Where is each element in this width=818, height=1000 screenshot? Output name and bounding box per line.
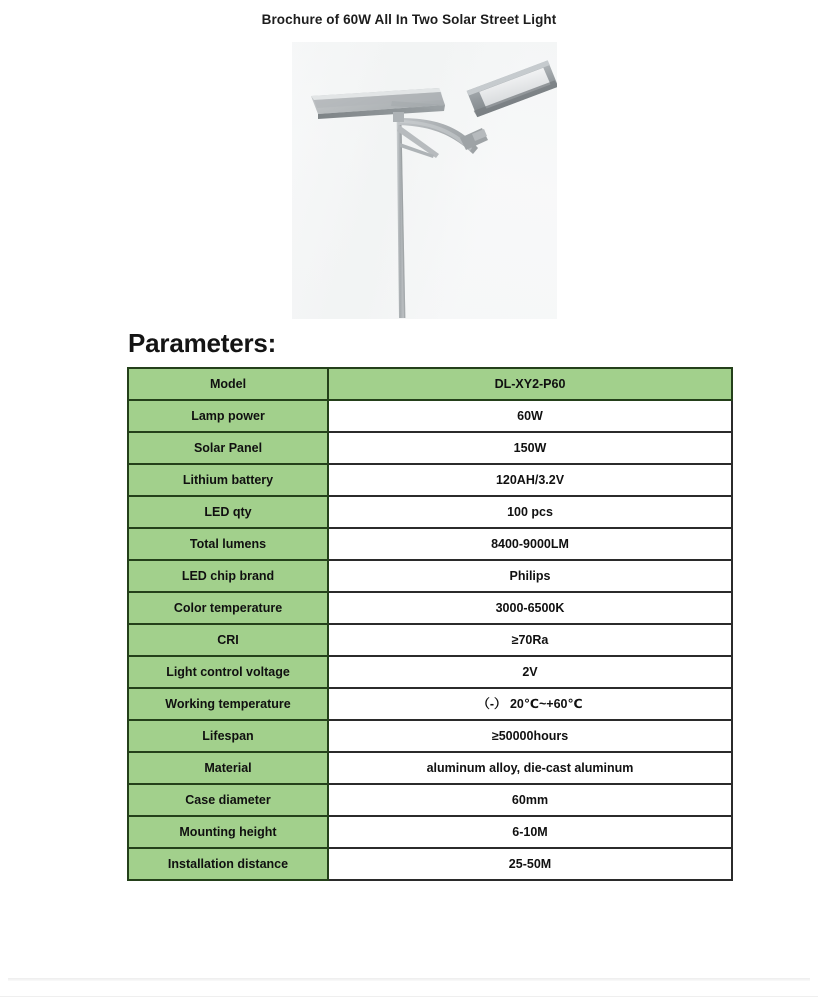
table-row	[128, 496, 732, 528]
table-row	[128, 432, 732, 464]
table-row	[128, 784, 732, 816]
table-row	[128, 400, 732, 432]
table-row	[128, 560, 732, 592]
spec-value-cell: aluminum alloy, die-cast aluminum	[328, 752, 732, 784]
spec-label-cell: Lithium battery	[128, 464, 328, 496]
spec-value-cell: DL-XY2-P60	[328, 368, 732, 400]
table-row	[128, 592, 732, 624]
panel-mount	[393, 112, 404, 122]
spec-label-cell: Case diameter	[128, 784, 328, 816]
spec-value-cell: ≥70Ra	[328, 624, 732, 656]
product-image	[292, 42, 557, 319]
spec-label-cell: Total lumens	[128, 528, 328, 560]
spec-label-cell: Mounting height	[128, 816, 328, 848]
spec-label-cell: Model	[128, 368, 328, 400]
spec-label-cell: Light control voltage	[128, 656, 328, 688]
spec-label-cell: LED chip brand	[128, 560, 328, 592]
table-row	[128, 816, 732, 848]
table-row	[128, 368, 732, 400]
spec-label-cell: CRI	[128, 624, 328, 656]
spec-value-cell: 150W	[328, 432, 732, 464]
section-heading-parameters: Parameters:	[128, 328, 277, 358]
spec-label-cell: Lamp power	[128, 400, 328, 432]
spec-label-cell: Installation distance	[128, 848, 328, 880]
spec-value-cell: ≥50000hours	[328, 720, 732, 752]
table-row	[128, 656, 732, 688]
spec-label-cell: Lifespan	[128, 720, 328, 752]
lamp-head	[464, 59, 557, 118]
table-row	[128, 528, 732, 560]
spec-label-cell: Working temperature	[128, 688, 328, 720]
spec-value-cell: Philips	[328, 560, 732, 592]
spec-value-cell: 25-50M	[328, 848, 732, 880]
specifications-table-container	[127, 367, 731, 881]
table-row	[128, 688, 732, 720]
spec-label-cell: Material	[128, 752, 328, 784]
table-row	[128, 464, 732, 496]
spec-value-cell: 60mm	[328, 784, 732, 816]
spec-value-cell: 6-10M	[328, 816, 732, 848]
spec-label-cell: Solar Panel	[128, 432, 328, 464]
footer-divider	[8, 978, 810, 981]
solar-street-light-illustration	[292, 42, 557, 319]
spec-value-cell: 2V	[328, 656, 732, 688]
footer-divider-secondary	[0, 996, 818, 997]
table-row	[128, 752, 732, 784]
spec-value-cell: 60W	[328, 400, 732, 432]
spec-label-cell: LED qty	[128, 496, 328, 528]
table-row	[128, 624, 732, 656]
spec-value-cell: 8400-9000LM	[328, 528, 732, 560]
table-row	[128, 720, 732, 752]
spec-label-cell: Color temperature	[128, 592, 328, 624]
solar-panel	[311, 88, 445, 119]
specifications-table-body	[128, 368, 732, 880]
pole	[397, 119, 406, 318]
spec-value-cell: 3000-6500K	[328, 592, 732, 624]
spec-value-cell: 100 pcs	[328, 496, 732, 528]
page-title: Brochure of 60W All In Two Solar Street Light	[261, 12, 557, 27]
table-row	[128, 848, 732, 880]
spec-value-cell: 120AH/3.2V	[328, 464, 732, 496]
specifications-table	[127, 367, 733, 881]
spec-value-cell: （-） 20℃~+60℃	[328, 688, 732, 720]
